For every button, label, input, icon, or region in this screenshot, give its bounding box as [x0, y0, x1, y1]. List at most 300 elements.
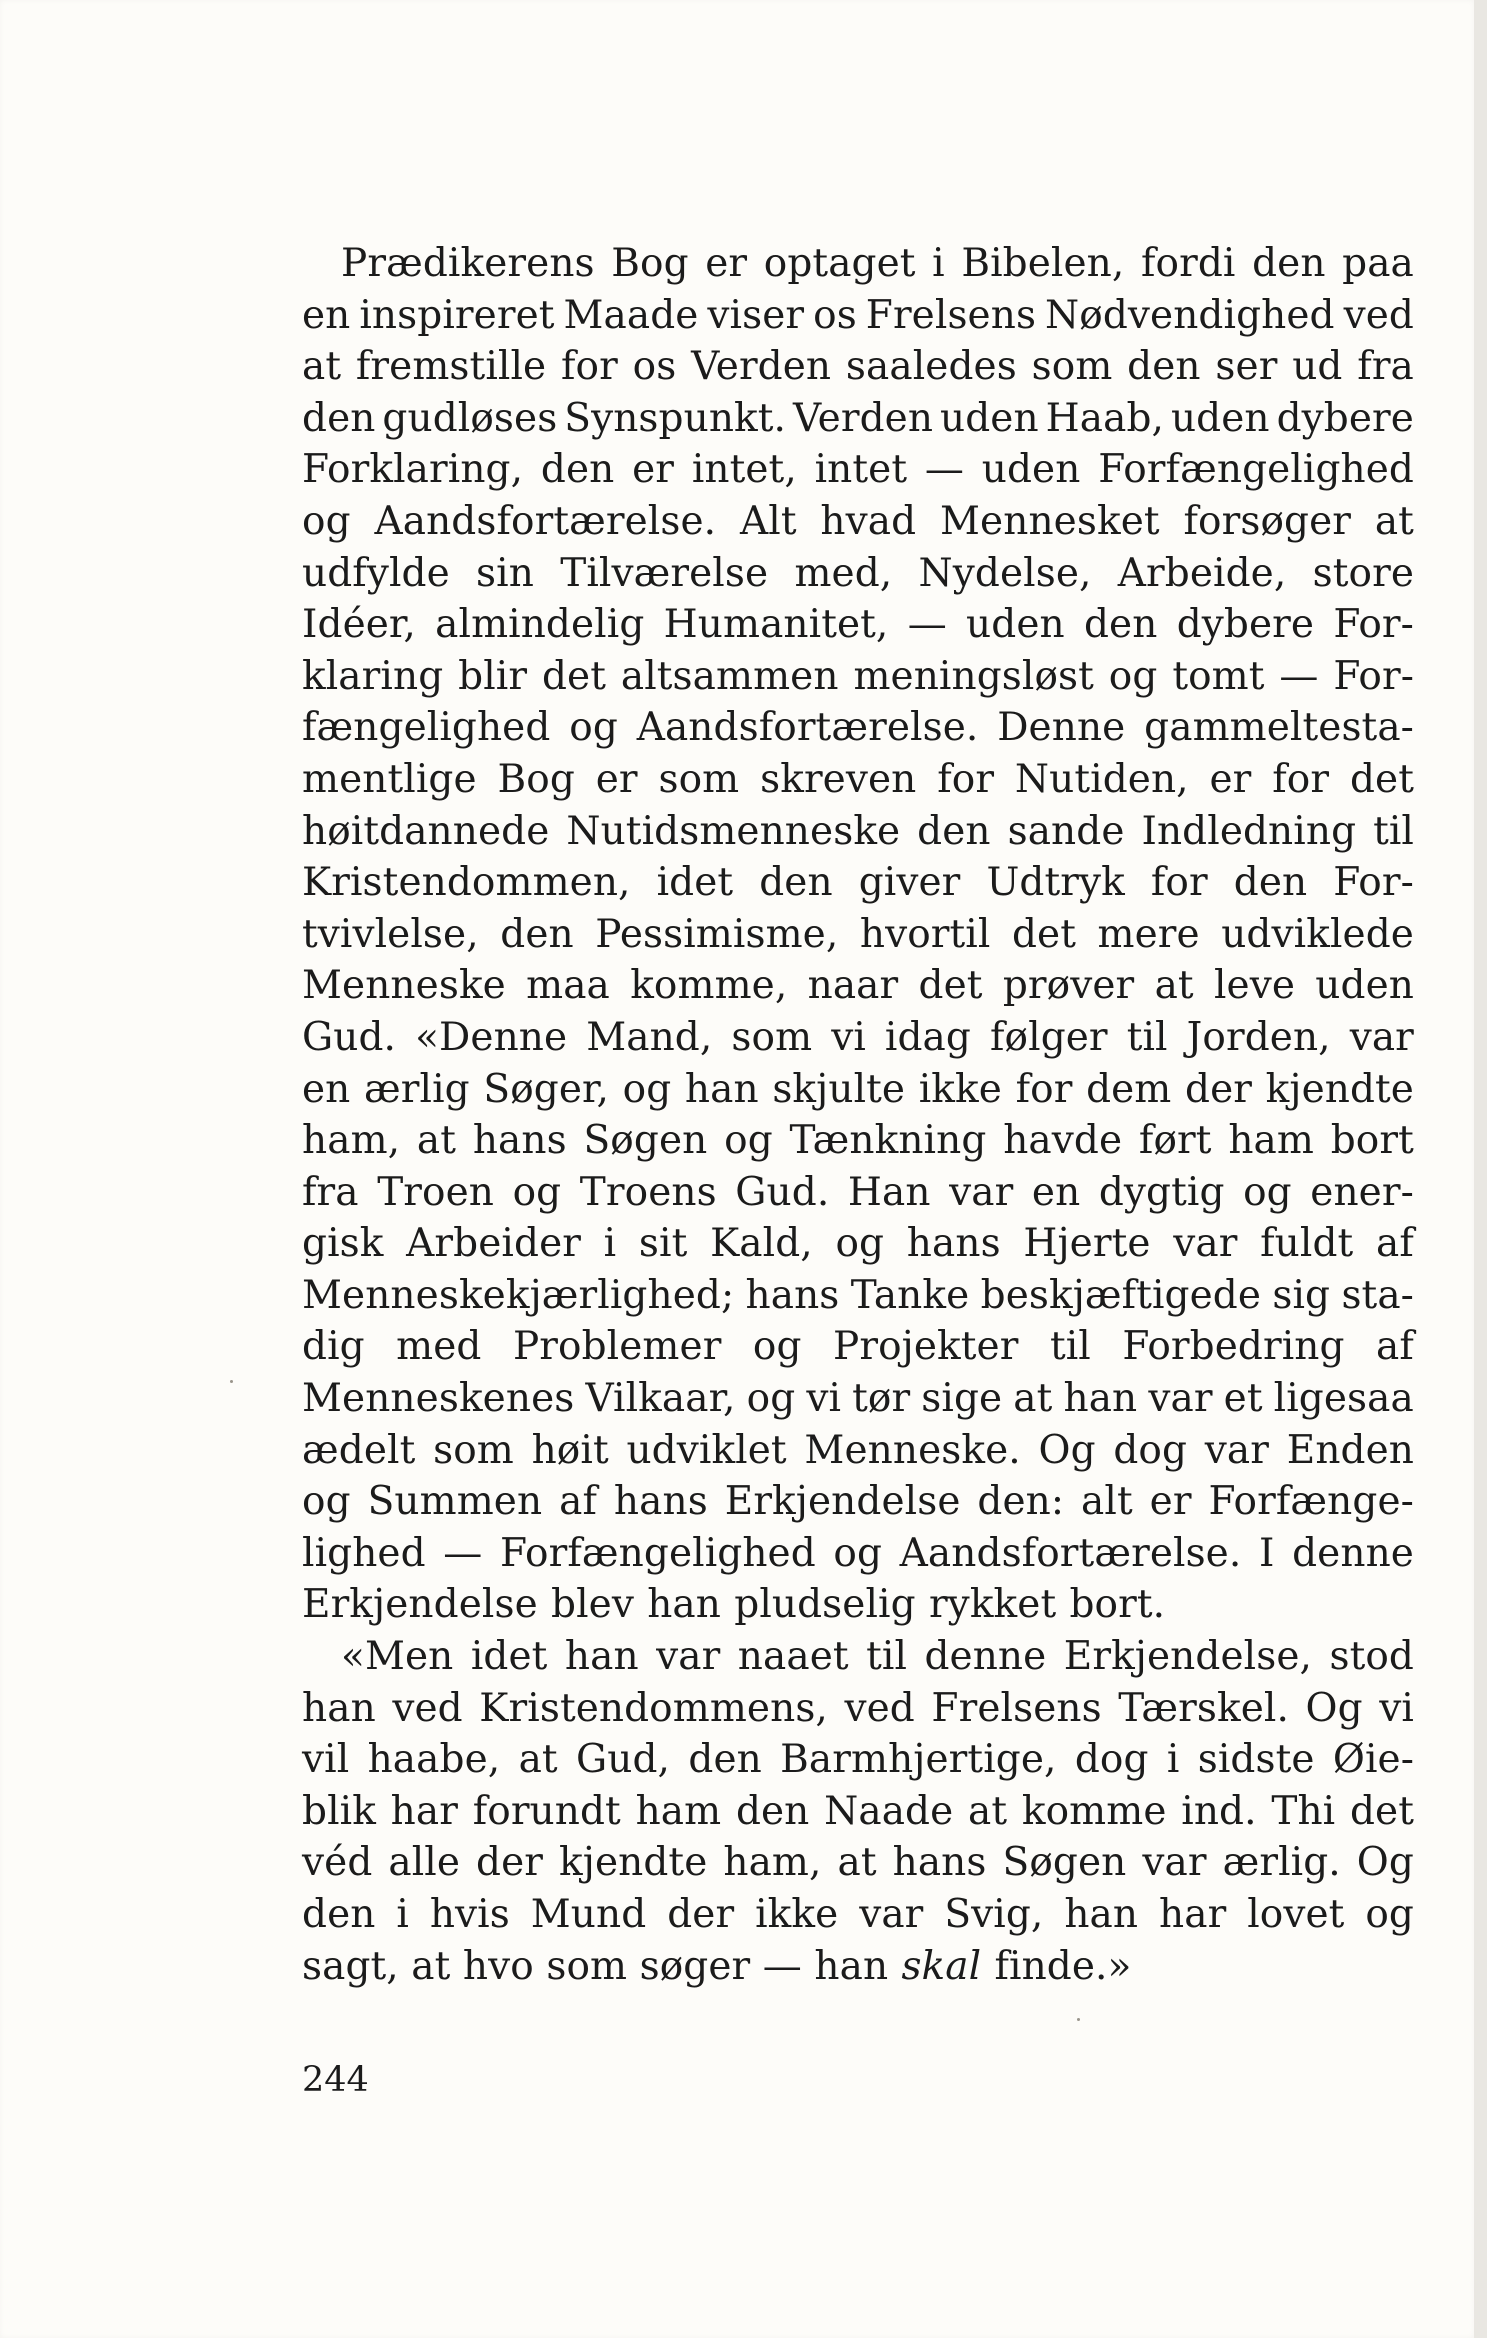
word: høitdannede [302, 808, 550, 854]
word: i [603, 1221, 617, 1267]
text-line [302, 754, 1414, 806]
word: lovet [1247, 1892, 1345, 1937]
word: Gud. [302, 1014, 397, 1060]
word: dog [1113, 1427, 1188, 1473]
word: en [302, 1066, 351, 1112]
word: og [835, 1221, 885, 1267]
word: og [1108, 653, 1158, 699]
word: vi [806, 1376, 842, 1422]
final-line-text: sagt, at hvo som søger — han [302, 1943, 889, 1989]
word: skjulte [772, 1066, 906, 1112]
word: at [416, 1118, 457, 1164]
word: af [1376, 1324, 1414, 1370]
text-line [302, 341, 1414, 393]
word: i [1166, 1737, 1180, 1783]
word: havde [1003, 1118, 1123, 1164]
word: er [1209, 756, 1252, 802]
word: «Denne [415, 1014, 568, 1060]
word: intet, [691, 447, 797, 493]
page-edge [1474, 0, 1487, 2338]
word: og [302, 1479, 351, 1525]
word: at [1154, 963, 1194, 1009]
word: der [476, 1840, 544, 1886]
word: Maade [563, 292, 699, 338]
word: med [396, 1324, 482, 1370]
text-line [302, 702, 1414, 754]
word: en [1031, 1169, 1081, 1215]
text-line [302, 290, 1414, 342]
word: meningsløst [853, 653, 1094, 699]
word: — [1279, 653, 1319, 699]
word: og [512, 1169, 562, 1215]
word: Bog [611, 241, 689, 286]
word: I [1258, 1530, 1275, 1576]
word: Indledning [1141, 808, 1357, 854]
word: den [302, 1892, 376, 1937]
word: fremstille [355, 344, 547, 390]
word: Tærskel. [1118, 1685, 1289, 1731]
word: Prædikerens [341, 241, 595, 286]
word: af [559, 1479, 597, 1525]
word: bort. [1069, 1582, 1166, 1628]
word: at [837, 1840, 877, 1886]
word: Aandsfortærelse. [374, 498, 717, 544]
word: fordi [1140, 241, 1236, 286]
word: alle [388, 1840, 461, 1886]
word: ham, [723, 1840, 822, 1886]
word: uden [1170, 395, 1270, 441]
word: gisk [302, 1221, 384, 1267]
word: Forfængelighed [500, 1530, 816, 1576]
word: Mund [530, 1892, 647, 1937]
word: var [859, 1892, 924, 1937]
word: Verden [793, 395, 934, 441]
word: der [667, 1892, 735, 1937]
word: dog [1074, 1737, 1149, 1783]
word: beskjæftigede [980, 1272, 1262, 1318]
word: og [724, 1118, 773, 1164]
word: at [518, 1737, 558, 1783]
word: for [1150, 860, 1208, 906]
word: Bog [497, 756, 575, 802]
word: har [390, 1788, 458, 1834]
word: den [1127, 344, 1201, 390]
word: — [907, 602, 947, 648]
text-line [302, 909, 1414, 961]
word: ved [392, 1685, 463, 1731]
word: den [1233, 860, 1308, 906]
word: tvivlelse, [302, 911, 479, 957]
word: Arbeider [406, 1221, 581, 1267]
body-text [302, 238, 1414, 1992]
word: pludselig [734, 1582, 916, 1628]
word: at [1374, 498, 1414, 544]
paper-speck [1077, 2018, 1080, 2021]
word: til [1049, 1324, 1091, 1370]
word: sande [1007, 808, 1125, 854]
word: hans [472, 1118, 567, 1164]
text-line [302, 1270, 1414, 1322]
text-line [302, 238, 1414, 290]
word: Denne [997, 705, 1126, 751]
word: Og [1038, 1427, 1096, 1473]
word: Erkjendelse [724, 1479, 961, 1525]
text-line [302, 960, 1414, 1012]
word: inspireret [359, 292, 555, 338]
word: Alt [739, 498, 797, 544]
word: Tilværelse [560, 550, 769, 596]
word: bort [1330, 1118, 1414, 1164]
word: Søgen [1002, 1840, 1127, 1886]
word: det [541, 653, 606, 699]
word: Han [847, 1169, 931, 1215]
word: og [1243, 1169, 1292, 1215]
word: mere [1097, 911, 1200, 957]
text-line [302, 599, 1414, 651]
word: vil [302, 1737, 350, 1783]
word: og [833, 1530, 883, 1576]
paragraph-2-lines [302, 1631, 1414, 1941]
word: til [866, 1634, 908, 1680]
paragraph-1 [302, 238, 1414, 1631]
word: er [1149, 1479, 1192, 1525]
word: alt [1081, 1479, 1133, 1525]
word: Nutiden, [1014, 756, 1189, 802]
word: Verden [691, 344, 832, 390]
word: til [1373, 808, 1414, 854]
word: uden [940, 395, 1039, 441]
word: Søger, [483, 1066, 609, 1112]
page-number: 244 [302, 2060, 369, 2100]
word: naar [807, 963, 899, 1009]
word: Tanke [850, 1272, 970, 1318]
word: Erkjendelse [302, 1582, 538, 1628]
text-line [302, 1631, 1414, 1683]
word: naaet [737, 1634, 849, 1680]
word: komme, [630, 963, 788, 1009]
word: dem [1086, 1066, 1172, 1112]
word: denne [1292, 1530, 1414, 1576]
word: altsammen [620, 653, 839, 699]
word: forundt [472, 1788, 621, 1834]
word: den [302, 395, 376, 441]
text-line [302, 496, 1414, 548]
word: et [1223, 1376, 1263, 1422]
word: sta- [1341, 1272, 1414, 1318]
text-line [302, 1218, 1414, 1270]
word: Udtryk [986, 860, 1125, 906]
word: for [1272, 756, 1330, 802]
word: det [918, 963, 983, 1009]
word: fra [302, 1169, 359, 1215]
word: ind. [1181, 1788, 1257, 1834]
word: Arbeide, [1117, 550, 1287, 596]
word: blev [551, 1582, 634, 1628]
word: hvad [820, 498, 917, 544]
word: den [735, 1788, 810, 1834]
word: Kald, [710, 1221, 813, 1267]
word: ved [844, 1685, 915, 1731]
word: gammeltesta- [1144, 705, 1414, 751]
word: Kristendommens, [479, 1685, 828, 1731]
word: intet [814, 447, 908, 493]
word: ført [1138, 1118, 1212, 1164]
word: den [1083, 602, 1158, 648]
word: Jorden, [1186, 1014, 1331, 1060]
word: Nutidsmenneske [566, 808, 901, 854]
word: og [302, 498, 351, 544]
word: for [560, 344, 618, 390]
word: dig [302, 1324, 365, 1370]
word: skreven [760, 756, 917, 802]
word: Og [1356, 1840, 1414, 1886]
word: Nødvendighed [1045, 292, 1335, 338]
word: Aandsfortærelse. [899, 1530, 1242, 1576]
word: vi [831, 1014, 866, 1060]
word: han [1063, 1376, 1138, 1422]
word: leve [1213, 963, 1296, 1009]
word: For- [1333, 602, 1414, 648]
word: Frelsens [931, 1685, 1102, 1731]
word: Menneske [302, 963, 506, 1009]
word: viser [707, 292, 805, 338]
word: blik [302, 1788, 376, 1834]
word: Haab, [1045, 395, 1165, 441]
text-line [302, 806, 1414, 858]
word: han [564, 1634, 639, 1680]
word: Synspunkt. [564, 395, 787, 441]
word: idet [656, 860, 734, 906]
word: udviklet [626, 1427, 787, 1473]
word: fra [1357, 344, 1414, 390]
text-line [302, 444, 1414, 496]
word: Humanitet, [663, 602, 889, 648]
word: i [396, 1892, 409, 1937]
word: Vilkaar, [585, 1376, 736, 1422]
text-line [302, 1064, 1414, 1116]
word: Idéer, [302, 602, 416, 648]
word: sin [476, 550, 534, 596]
word: fuldt [1260, 1221, 1354, 1267]
word: han [647, 1582, 721, 1628]
word: véd [302, 1840, 373, 1886]
text-line [302, 1373, 1414, 1425]
word: idag [884, 1014, 971, 1060]
word: med, [794, 550, 893, 596]
word: er [595, 756, 638, 802]
word: at [1013, 1376, 1053, 1422]
word: os [632, 344, 677, 390]
word: fængelighed [302, 705, 551, 751]
word: og [1365, 1892, 1414, 1937]
word: Gud, [576, 1737, 671, 1783]
final-line-end: finde.» [994, 1943, 1132, 1989]
word: tør [852, 1376, 911, 1422]
word: Frelsens [865, 292, 1037, 338]
word: følger [990, 1014, 1108, 1060]
text-line [302, 1786, 1414, 1838]
word: den [1252, 241, 1326, 286]
word: os [813, 292, 857, 338]
word: og [569, 705, 618, 751]
word: Troens [579, 1169, 717, 1215]
word: ikke [918, 1066, 1002, 1112]
word: har [1159, 1892, 1227, 1937]
text-line [302, 1476, 1414, 1528]
word: ved [1343, 292, 1414, 338]
word: som [1031, 344, 1113, 390]
text-line [302, 857, 1414, 909]
word: Barmhjertige, [780, 1737, 1057, 1783]
word: og [622, 1066, 672, 1112]
word: som [433, 1427, 514, 1473]
word: høit [531, 1427, 609, 1473]
word: Forfænge- [1208, 1479, 1414, 1525]
word: Problemer [512, 1324, 722, 1370]
word: hvortil [859, 911, 991, 957]
word: Erkjendelse, [1063, 1634, 1313, 1680]
word: Thi [1271, 1788, 1336, 1834]
word: maa [526, 963, 610, 1009]
word: udfylde [302, 550, 450, 596]
word: optaget [763, 241, 916, 286]
word: komme [1021, 1788, 1167, 1834]
word: ham [635, 1788, 722, 1834]
word: Projekter [833, 1324, 1019, 1370]
paragraph-2 [302, 1631, 1414, 1992]
word: Aandsfortærelse. [636, 705, 979, 751]
word: — [924, 447, 964, 493]
text-line [302, 1012, 1414, 1064]
word: Menneske. [804, 1427, 1021, 1473]
word: sig [1272, 1272, 1331, 1318]
word: Menneskekjærlighed; [302, 1272, 735, 1318]
word: var [1204, 1427, 1270, 1473]
word: Forbedring [1122, 1324, 1345, 1370]
word: For- [1333, 653, 1414, 699]
word: til [1126, 1014, 1168, 1060]
text-line [302, 548, 1414, 600]
word: den: [977, 1479, 1065, 1525]
word: ærlig. [1222, 1840, 1341, 1886]
word: uden [1315, 963, 1414, 1009]
word: ener- [1310, 1169, 1414, 1215]
word: Bibelen, [961, 241, 1125, 286]
word: ser [1215, 344, 1278, 390]
word: stod [1329, 1634, 1414, 1680]
text-line [302, 1579, 1414, 1631]
word: uden [981, 447, 1081, 493]
text-line [302, 1837, 1414, 1889]
word: for [937, 756, 995, 802]
text-line [302, 1889, 1414, 1941]
word: den [759, 860, 833, 906]
word: var [949, 1169, 1014, 1215]
word: Menneskenes [302, 1376, 575, 1422]
text-line [302, 1734, 1414, 1786]
word: ham [1228, 1118, 1314, 1164]
word: ikke [755, 1892, 839, 1937]
word: kjendte [1265, 1066, 1414, 1112]
word: denne [924, 1634, 1047, 1680]
word: dybere [1276, 395, 1414, 441]
word: at [968, 1788, 1008, 1834]
text-line [302, 1115, 1414, 1167]
word: af [1375, 1221, 1414, 1267]
text-line-final [302, 1941, 1414, 1993]
word: var [1148, 1376, 1213, 1422]
word: store [1312, 550, 1414, 596]
word: hans [892, 1840, 987, 1886]
word: hvis [429, 1892, 510, 1937]
word: giver [858, 860, 961, 906]
word: var [1173, 1221, 1238, 1267]
word: at [302, 344, 342, 390]
word: han [684, 1066, 759, 1112]
word: den [540, 447, 615, 493]
word: Og [1305, 1685, 1363, 1731]
word: for [1015, 1066, 1073, 1112]
word: han [1064, 1892, 1139, 1937]
word: Gud. [735, 1169, 830, 1215]
word: det [1349, 1788, 1414, 1834]
word: mentlige [302, 756, 477, 802]
word: Tænkning [789, 1118, 987, 1164]
word: det [1349, 756, 1414, 802]
word: Søgen [583, 1118, 708, 1164]
word: ligesaa [1273, 1376, 1414, 1422]
word: er [632, 447, 675, 493]
word: ærlig [364, 1066, 470, 1112]
word: Naade [824, 1788, 954, 1834]
word: sidste [1197, 1737, 1315, 1783]
word: ud [1292, 344, 1343, 390]
word: den [688, 1737, 762, 1783]
word: Mand, [586, 1014, 713, 1060]
word: var [656, 1634, 721, 1680]
word: blir [458, 653, 528, 699]
word: ædelt [302, 1427, 416, 1473]
word: var [1349, 1014, 1414, 1060]
word: paa [1342, 241, 1414, 286]
word: han [302, 1685, 376, 1731]
word: Pessimisme, [595, 911, 839, 957]
word: og [746, 1376, 796, 1422]
word: klaring [302, 653, 444, 699]
word: «Men [341, 1634, 454, 1680]
word: Troen [377, 1169, 495, 1215]
text-line [302, 1528, 1414, 1580]
word: Summen [367, 1479, 543, 1525]
word: ham, [302, 1118, 401, 1164]
word: i [932, 241, 945, 286]
word: Øie- [1332, 1737, 1414, 1783]
word: haabe, [367, 1737, 501, 1783]
word: kjendte [559, 1840, 708, 1886]
word: Mennesket [940, 498, 1160, 544]
word: uden [966, 602, 1065, 648]
text-line [302, 393, 1414, 445]
word: rykket [928, 1582, 1057, 1628]
word: sige [921, 1376, 1003, 1422]
text-line [302, 1683, 1414, 1735]
word: den [917, 808, 991, 854]
word: udviklede [1221, 911, 1414, 957]
paper-speck [230, 1380, 233, 1383]
word: Kristendommen, [302, 860, 631, 906]
word: Forklaring, [302, 447, 524, 493]
word: forsøger [1183, 498, 1352, 544]
